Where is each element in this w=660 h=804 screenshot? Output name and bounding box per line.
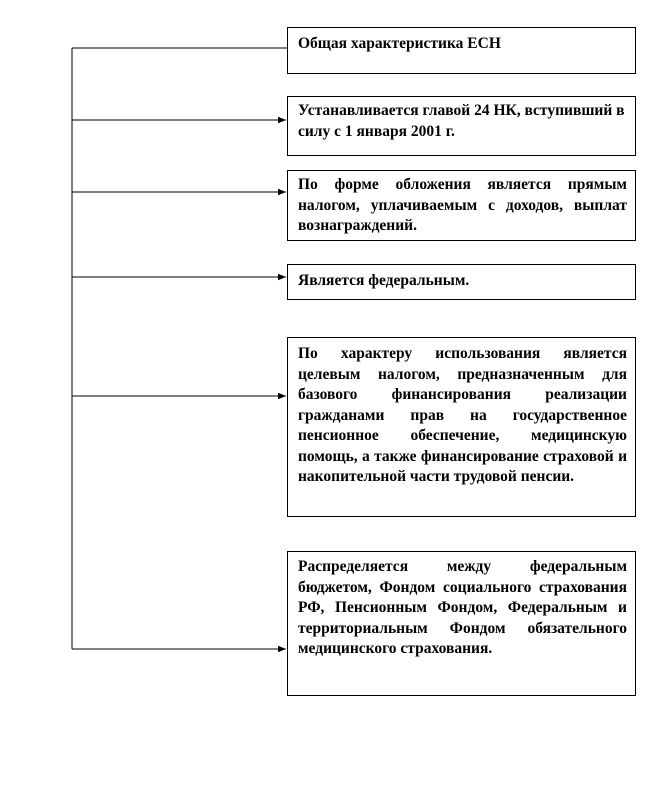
distribution-box-text: Распределяется между федеральным бюджетом, Фондом социального страхования РФ, Пенсионным Фондом, Федеральным и территориальным Фондом обязательного медицинского страхования. xyxy=(298,558,627,657)
taxation-form-box xyxy=(287,170,636,241)
purpose-box xyxy=(287,337,636,517)
title-box xyxy=(287,27,636,74)
federal-box-text: Является федеральным. xyxy=(298,272,470,289)
distribution-box xyxy=(287,551,636,696)
chapter-box-text: Устанавливается главой 24 НК, вступивший в силу с 1 января 2001 г. xyxy=(298,102,625,140)
taxation-form-box-text: По форме обложения является прямым налогом, уплачиваемым с доходов, выплат вознаграждений. xyxy=(298,176,627,234)
federal-box xyxy=(287,264,636,300)
title-box-text: Общая характеристика ЕСН xyxy=(298,35,501,52)
purpose-box-text: По характеру использования является целевым налогом, предназначенным для базового финансирования реализации гражданами прав на государственное пенсионное обеспечение, медицинскую помощь, а также финансирование страховой и накопительной части трудовой пенсии. xyxy=(298,345,627,485)
chapter-box xyxy=(287,96,636,156)
